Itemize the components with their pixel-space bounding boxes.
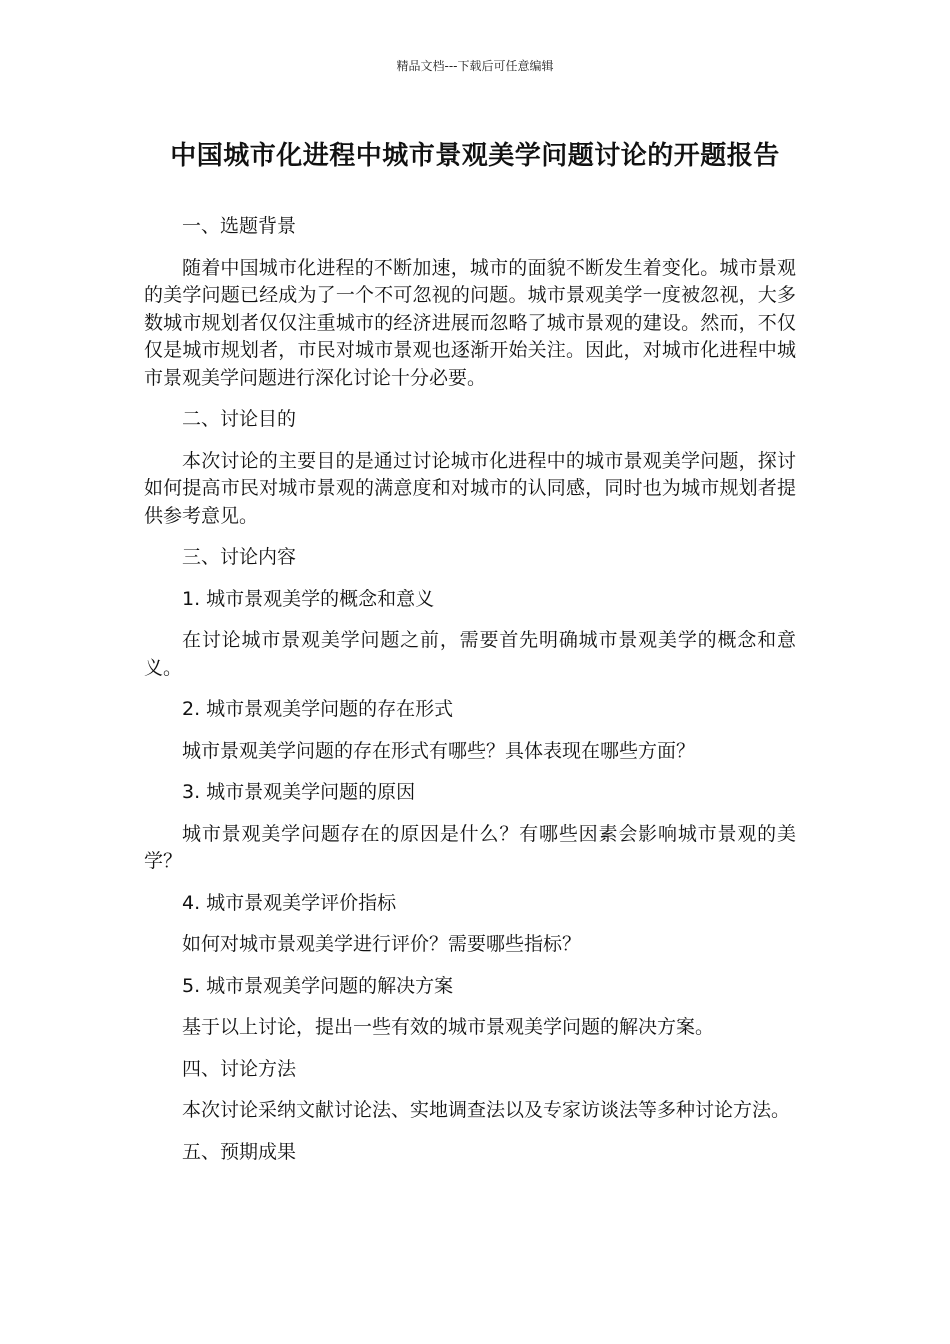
paragraph-method: 本次讨论采纳文献讨论法、实地调查法以及专家访谈法等多种讨论方法。 <box>182 1099 791 1121</box>
document-body <box>144 213 796 1180</box>
subheading-5: 5. 城市景观美学问题的解决方案 <box>182 974 454 997</box>
section-heading-purpose: 二、讨论目的 <box>182 408 297 430</box>
paragraph-3: 城市景观美学问题存在的原因是什么？有哪些因素会影响城市景观的美学？ <box>144 822 796 872</box>
paragraph-background: 随着中国城市化进程的不断加速，城市的面貌不断发生着变化。城市景观的美学问题已经成为了一个不可忽视的问题。城市景观美学一度被忽视，大多数城市规划者仅仅注重城市的经济进展而忽略了城市景观的建设。然而，不仅仅是城市规划者，市民对城市景观也逐渐开始关注。因此，对城市化进程中城市景观美学问题进行深化讨论十分必要。 <box>144 256 796 389</box>
header-note: 精品文档---下载后可任意编辑 <box>396 59 554 73</box>
paragraph-1: 在讨论城市景观美学问题之前，需要首先明确城市景观美学的概念和意义。 <box>144 629 796 679</box>
section-heading-background: 一、选题背景 <box>182 215 297 237</box>
paragraph-5: 基于以上讨论，提出一些有效的城市景观美学问题的解决方案。 <box>182 1016 715 1038</box>
subheading-1: 1. 城市景观美学的概念和意义 <box>182 587 435 610</box>
section-heading-outcomes: 五、预期成果 <box>182 1140 297 1163</box>
subheading-2: 2. 城市景观美学问题的存在形式 <box>182 698 454 720</box>
paragraph-2: 城市景观美学问题的存在形式有哪些？具体表现在哪些方面？ <box>182 739 696 762</box>
paragraph-4: 如何对城市景观美学进行评价？需要哪些指标？ <box>182 933 582 955</box>
section-heading-method: 四、讨论方法 <box>182 1057 297 1080</box>
subheading-4: 4. 城市景观美学评价指标 <box>182 891 397 914</box>
subheading-3: 3. 城市景观美学问题的原因 <box>182 781 416 803</box>
document-title: 中国城市化进程中城市景观美学问题讨论的开题报告 <box>170 141 780 171</box>
section-heading-content: 三、讨论内容 <box>182 546 297 568</box>
paragraph-purpose: 本次讨论的主要目的是通过讨论城市化进程中的城市景观美学问题，探讨如何提高市民对城市景观的满意度和对城市的认同感，同时也为城市规划者提供参考意见。 <box>144 449 796 527</box>
